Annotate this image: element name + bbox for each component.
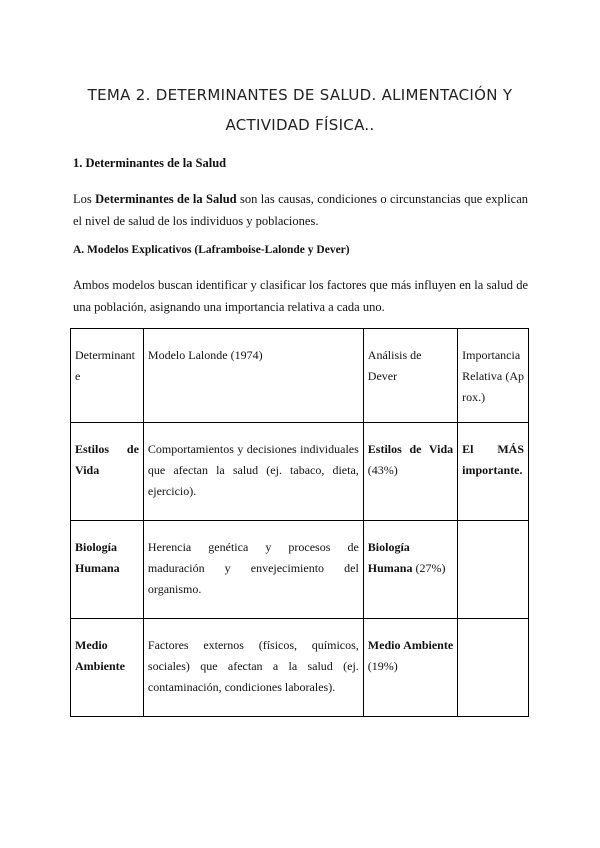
cell-determinante: Medio Ambiente	[71, 619, 144, 717]
cell-lalonde: Comportamientos y decisiones individuales que afectan la salud (ej. tabaco, dieta, ejercicio).	[143, 423, 363, 521]
determinants-table	[70, 328, 529, 717]
dever-term: Estilos de Vida	[367, 442, 454, 456]
subsection-paragraph: Ambos modelos buscan identificar y clasificar los factores que más influyen en la salud de una población, asignando una importancia relativa a cada uno.	[73, 278, 528, 314]
cell-determinante: Estilos de Vida	[71, 423, 144, 521]
cell-dever	[363, 423, 457, 521]
cell-importancia	[458, 521, 529, 619]
section-heading: 1. Determinantes de la Salud	[73, 156, 227, 170]
dever-percent: (19%)	[367, 659, 398, 673]
dever-term: Medio Ambiente	[367, 638, 454, 652]
table-row	[71, 619, 529, 717]
subsection-heading: A. Modelos Explicativos (Laframboise-Lalonde y Dever)	[73, 244, 350, 256]
cell-determinante: Biología Humana	[71, 521, 144, 619]
cell-lalonde: Herencia genética y procesos de maduración y envejecimiento del organismo.	[143, 521, 363, 619]
table-header-row	[71, 329, 529, 423]
cell-importancia	[458, 619, 529, 717]
cell-dever	[363, 619, 457, 717]
cell-lalonde: Factores externos (físicos, químicos, sociales) que afectan a la salud (ej. contaminación, condiciones laborales).	[143, 619, 363, 717]
dever-term: Biología Humana	[367, 540, 413, 575]
paragraph-text-pre: Los	[73, 192, 96, 206]
paragraph-text-post: son las causas, condiciones o circunstancias que explican el nivel de salud de los individuos y poblaciones.	[73, 192, 528, 228]
table-row	[71, 521, 529, 619]
dever-percent: (27%)	[412, 561, 446, 575]
header-analisis-dever: Análisis de Dever	[363, 329, 457, 423]
header-determinante: Determinante	[71, 329, 144, 423]
document-title-line-1: TEMA 2. DETERMINANTES DE SALUD. ALIMENTACIÓN Y	[87, 86, 513, 104]
cell-importancia: El MÁS importante.	[458, 423, 529, 521]
paragraph-bold-term: Determinantes de la Salud	[95, 192, 237, 206]
table-row	[71, 423, 529, 521]
cell-dever	[363, 521, 457, 619]
header-modelo-lalonde: Modelo Lalonde (1974)	[143, 329, 363, 423]
dever-percent: (43%)	[367, 463, 398, 477]
document-title-line-2: ACTIVIDAD FÍSICA..	[225, 116, 375, 134]
section-paragraph	[73, 188, 528, 232]
header-importancia: Importancia Relativa (Aprox.)	[458, 329, 529, 423]
